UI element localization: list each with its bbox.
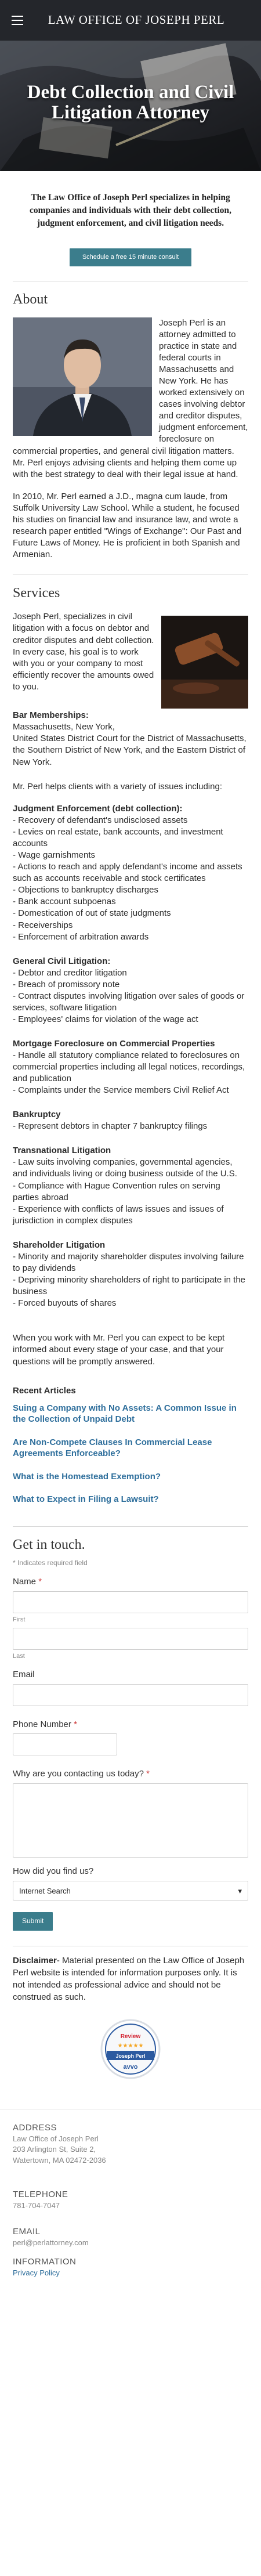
service-item: - Breach of promissory note xyxy=(13,979,120,989)
service-group-title: General Civil Litigation: xyxy=(13,956,111,966)
bar-membership-line: Massachusetts, New York, xyxy=(13,722,115,732)
required-note: * Indicates required field xyxy=(13,1559,88,1567)
email-label: Email xyxy=(13,1669,35,1679)
recent-articles-section xyxy=(0,1385,261,1505)
article-link[interactable]: Suing a Company with No Assets: A Common Issue in the Collection of Unpaid Debt xyxy=(13,1403,237,1425)
badge-brand: avvo xyxy=(123,2064,138,2071)
service-group-judgment xyxy=(13,803,248,943)
hero-banner xyxy=(0,41,261,171)
service-item: - Enforcement of arbitration awards xyxy=(13,931,149,942)
services-intro: Joseph Perl, specializes in civil litigation with a focus on debtor and creditor disputes and debt collection. In every case, his goal is to work with you or your company to most efficiently recover the amounts owed to you. xyxy=(13,612,154,692)
service-item: - Depriving minority shareholders of right to participate in the business xyxy=(13,1275,246,1297)
phone-title: TELEPHONE xyxy=(13,2189,68,2199)
badge-stars: ★★★★★ xyxy=(117,2043,144,2050)
service-group-title: Mortgage Foreclosure on Commercial Properties xyxy=(13,1039,215,1049)
service-item: - Handle all statutory compliance related to foreclosures on commercial properties including all legal notices, recordings, and publication xyxy=(13,1050,245,1084)
info-title: INFORMATION xyxy=(13,2257,77,2267)
service-group-title: Judgment Enforcement (debt collection): xyxy=(13,803,183,814)
intro-text: The Law Office of Joseph Perl specializes in helping companies and individuals with their debt collection, judgment enforcement, and civil litigation needs. xyxy=(29,193,232,228)
gavel-image xyxy=(161,616,248,709)
why-label: Why are you contacting us today? * xyxy=(13,1769,150,1779)
article-link[interactable]: Are Non-Compete Clauses In Commercial Lease Agreements Enforceable? xyxy=(13,1437,212,1459)
top-bar xyxy=(0,0,261,41)
services-closing: When you work with Mr. Perl you can expect to be kept informed about every stage of your case, and that your questions will be promptly answered. xyxy=(13,1333,225,1367)
service-item: - Experience with conflicts of laws issues and issues of jurisdiction in complex disputes xyxy=(13,1204,224,1226)
intro-section xyxy=(0,171,261,281)
email-input[interactable] xyxy=(13,1684,248,1706)
services-heading: Services xyxy=(13,586,60,601)
service-item: - Wage garnishments xyxy=(13,850,96,860)
disclaimer xyxy=(0,1946,261,2003)
chevron-down-icon: ▾ xyxy=(238,1886,242,1895)
service-item: - Compliance with Hague Convention rules on serving parties abroad xyxy=(13,1180,220,1202)
email-title: EMAIL xyxy=(13,2226,41,2237)
service-item: - Debtor and creditor litigation xyxy=(13,967,127,978)
service-item: - Minority and majority shareholder disputes involving failure to pay dividends xyxy=(13,1251,244,1273)
hamburger-icon[interactable] xyxy=(12,16,23,25)
how-found-value: Internet Search xyxy=(19,1886,71,1895)
hero-title: Debt Collection and Civil Litigation Attorney xyxy=(27,82,234,123)
first-name-input[interactable] xyxy=(13,1591,248,1613)
address-line: 203 Arlington St, Suite 2, xyxy=(13,2145,96,2154)
how-found-select[interactable] xyxy=(13,1881,248,1901)
last-name-sublabel: Last xyxy=(13,1652,25,1660)
badge-name: Joseph Perl xyxy=(115,2053,146,2060)
how-label: How did you find us? xyxy=(13,1866,94,1877)
first-name-sublabel: First xyxy=(13,1616,26,1624)
service-item: - Employees' claims for violation of the wage act xyxy=(13,1014,198,1024)
submit-button[interactable]: Submit xyxy=(13,1912,53,1931)
service-item: - Levies on real estate, bank accounts, and investment accounts xyxy=(13,826,223,848)
email-address[interactable]: perl@perlattorney.com xyxy=(13,2238,89,2247)
avvo-badge[interactable] xyxy=(0,2017,261,2084)
divider xyxy=(13,1526,248,1527)
service-group-title: Shareholder Litigation xyxy=(13,1240,106,1250)
service-group-title: Transnational Litigation xyxy=(13,1146,111,1156)
service-item: - Forced buyouts of shares xyxy=(13,1298,117,1309)
service-item: - Objections to bankruptcy discharges xyxy=(13,885,158,895)
schedule-consult-button[interactable]: Schedule a free 15 minute consult xyxy=(70,248,191,266)
service-group-shareholder xyxy=(13,1240,248,1309)
phone-number[interactable]: 781-704-7047 xyxy=(13,2201,60,2210)
service-group-transnational xyxy=(13,1145,248,1227)
service-item: - Actions to reach and apply defendant's income and assets such as accounts receivable and stock certificates xyxy=(13,862,242,884)
disclaimer-title: Disclaimer xyxy=(13,1956,57,1966)
service-group-foreclosure xyxy=(13,1038,248,1096)
service-item: - Complaints under the Service members Civil Relief Act xyxy=(13,1085,229,1096)
message-textarea[interactable] xyxy=(13,1783,248,1858)
service-item: - Bank account subpoenas xyxy=(13,897,116,907)
address-line: Law Office of Joseph Perl xyxy=(13,2134,99,2144)
services-section xyxy=(0,575,261,1367)
last-name-input[interactable] xyxy=(13,1628,248,1650)
privacy-policy-link[interactable]: Privacy Policy xyxy=(13,2268,60,2277)
badge-top-text: Review xyxy=(120,2033,141,2040)
disclaimer-text: - Material presented on the Law Office of Joseph Perl website is intended for information purposes only. It is not intended as professional advice and should not be construed as such. xyxy=(13,1956,245,2003)
service-group-bankruptcy xyxy=(13,1109,248,1132)
attorney-photo xyxy=(13,317,152,436)
service-group-title: Bankruptcy xyxy=(13,1110,61,1120)
phone-label: Phone Number * xyxy=(13,1719,77,1729)
service-item: - Receiverships xyxy=(13,920,73,930)
recent-articles-heading: Recent Articles xyxy=(13,1385,76,1396)
about-paragraph-1: Joseph Perl is an attorney admitted to practice in state and federal courts in Massachusetts and New York. He has worked extensively on cases involving debtor and creditor disputes, judgment enforcement, foreclosure on commercial properties, and general civil litigation matters. Mr. Perl enjoys advising clients and helping them come up with the best strategy to deal with their legal issue at hand. xyxy=(13,317,248,479)
service-item: - Represent debtors in chapter 7 bankruptcy filings xyxy=(13,1121,208,1132)
contact-heading: Get in touch. xyxy=(13,1537,85,1552)
article-link[interactable]: What is the Homestead Exemption? xyxy=(13,1471,161,1482)
service-group-civil xyxy=(13,956,248,1025)
bar-memberships-title: Bar Memberships: xyxy=(13,710,89,721)
about-paragraph-2: In 2010, Mr. Perl earned a J.D., magna cum laude, from Suffolk University Law School. While a student, he focused his studies on financial law and insurance law, and wrote a research paper entitled "Wings of Exchange": Our Past and Future Laws of Money. He is proficient in both Spanish and Armenian. xyxy=(13,491,242,560)
article-link[interactable]: What to Expect in Filing a Lawsuit? xyxy=(13,1494,159,1505)
service-item: - Recovery of defendant's undisclosed assets xyxy=(13,815,188,825)
about-heading: About xyxy=(13,291,48,307)
contact-section xyxy=(0,1526,261,1931)
name-label: Name * xyxy=(13,1577,42,1587)
phone-input[interactable] xyxy=(13,1733,117,1755)
service-item: - Contract disputes involving litigation over sales of goods or services, software litigation xyxy=(13,991,245,1013)
address-line: Watertown, MA 02472-2036 xyxy=(13,2155,106,2165)
bar-membership-line: United States District Court for the District of Massachusetts, the Southern District of New York, and the Eastern District of New York. xyxy=(13,734,246,767)
about-section xyxy=(0,281,261,561)
service-item: - Domestication of out of state judgments xyxy=(13,908,171,919)
site-title[interactable]: LAW OFFICE OF JOSEPH PERL xyxy=(48,13,225,27)
service-item: - Law suits involving companies, governmental agencies, and individuals living or doing business outside of the U.S. xyxy=(13,1157,237,1179)
address-title: ADDRESS xyxy=(13,2123,57,2133)
services-variety-text: Mr. Perl helps clients with a variety of issues including: xyxy=(13,781,222,792)
footer xyxy=(0,2109,261,2289)
